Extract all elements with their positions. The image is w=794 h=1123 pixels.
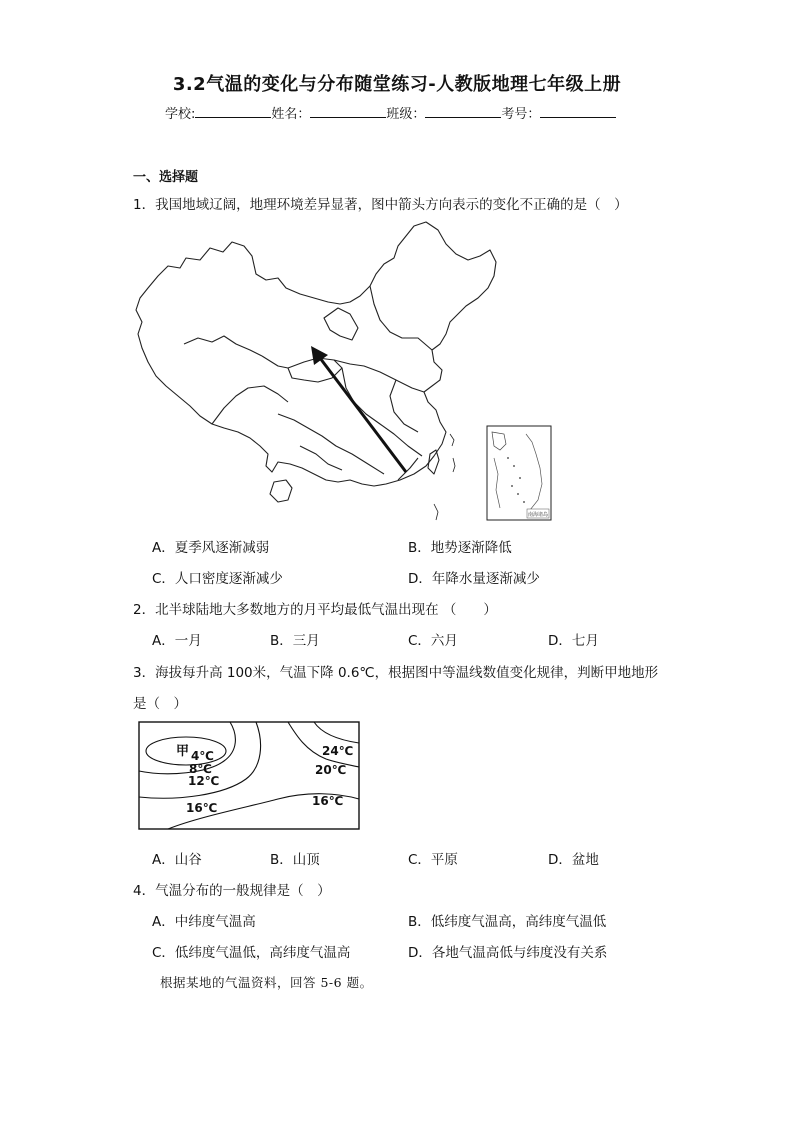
inset-label: 南海诸岛 <box>527 512 549 518</box>
section-heading: 一、选择题 <box>133 170 199 185</box>
q1-option-b[interactable]: B．地势逐渐降低 <box>408 540 512 556</box>
q3-option-c[interactable]: C．平原 <box>408 852 458 868</box>
student-info-line <box>165 103 616 122</box>
q1-option-c[interactable]: C．人口密度逐渐减少 <box>152 571 283 587</box>
label-16c-right: 16℃ <box>312 794 344 808</box>
china-outline <box>136 222 496 520</box>
label-12c: 12℃ <box>188 774 220 788</box>
question-3-stem-line1: 3．海拔每升高 100米，气温下降 0.6℃，根据图中等温线数值变化规律，判断甲地地形 <box>133 665 659 681</box>
isotherm-figure <box>138 721 360 831</box>
q3-option-d[interactable]: D．盆地 <box>548 852 599 868</box>
label-24c: 24℃ <box>322 744 354 758</box>
q4-option-b[interactable]: B．低纬度气温高，高纬度气温低 <box>408 914 607 930</box>
question-1-stem: 1．我国地域辽阔，地理环境差异显著，图中箭头方向表示的变化不正确的是（ ） <box>133 197 628 213</box>
name-label: 姓名： <box>271 107 311 122</box>
south-china-sea-inset <box>487 426 551 520</box>
q4-option-d[interactable]: D．各地气温高低与纬度没有关系 <box>408 945 608 961</box>
q2-option-b[interactable]: B．三月 <box>270 633 320 649</box>
reading-note: 根据某地的气温资料，回答 5-6 题。 <box>160 975 373 990</box>
q2-option-a[interactable]: A．一月 <box>152 633 202 649</box>
label-20c: 20℃ <box>315 763 347 777</box>
question-3-stem-line2: 是（ ） <box>133 696 187 712</box>
q4-option-a[interactable]: A．中纬度气温高 <box>152 914 256 930</box>
q3-option-a[interactable]: A．山谷 <box>152 852 202 868</box>
number-field[interactable] <box>540 105 616 118</box>
label-8c: 8℃ <box>189 762 212 776</box>
name-field[interactable] <box>310 105 386 118</box>
question-2-stem: 2．北半球陆地大多数地方的月平均最低气温出现在 （ ） <box>133 602 497 618</box>
number-label: 考号： <box>501 107 541 122</box>
q1-option-d[interactable]: D．年降水量逐渐减少 <box>408 571 540 587</box>
q3-option-b[interactable]: B．山顶 <box>270 852 320 868</box>
class-label: 班级： <box>386 107 426 122</box>
q1-option-a[interactable]: A．夏季风逐渐减弱 <box>152 540 270 556</box>
q4-option-c[interactable]: C．低纬度气温低，高纬度气温高 <box>152 945 351 961</box>
school-field[interactable] <box>195 105 271 118</box>
page-title: 3.2气温的变化与分布随堂练习-人教版地理七年级上册 <box>172 74 622 95</box>
question-4-stem: 4．气温分布的一般规律是（ ） <box>133 883 331 899</box>
school-label: 学校: <box>165 107 196 122</box>
label-16c-left: 16℃ <box>186 801 218 815</box>
q2-option-d[interactable]: D．七月 <box>548 633 599 649</box>
china-map-figure <box>128 218 558 524</box>
class-field[interactable] <box>425 105 501 118</box>
label-jia: 甲 <box>176 744 190 759</box>
q2-option-c[interactable]: C．六月 <box>408 633 458 649</box>
label-4c: 4℃ <box>191 749 214 763</box>
